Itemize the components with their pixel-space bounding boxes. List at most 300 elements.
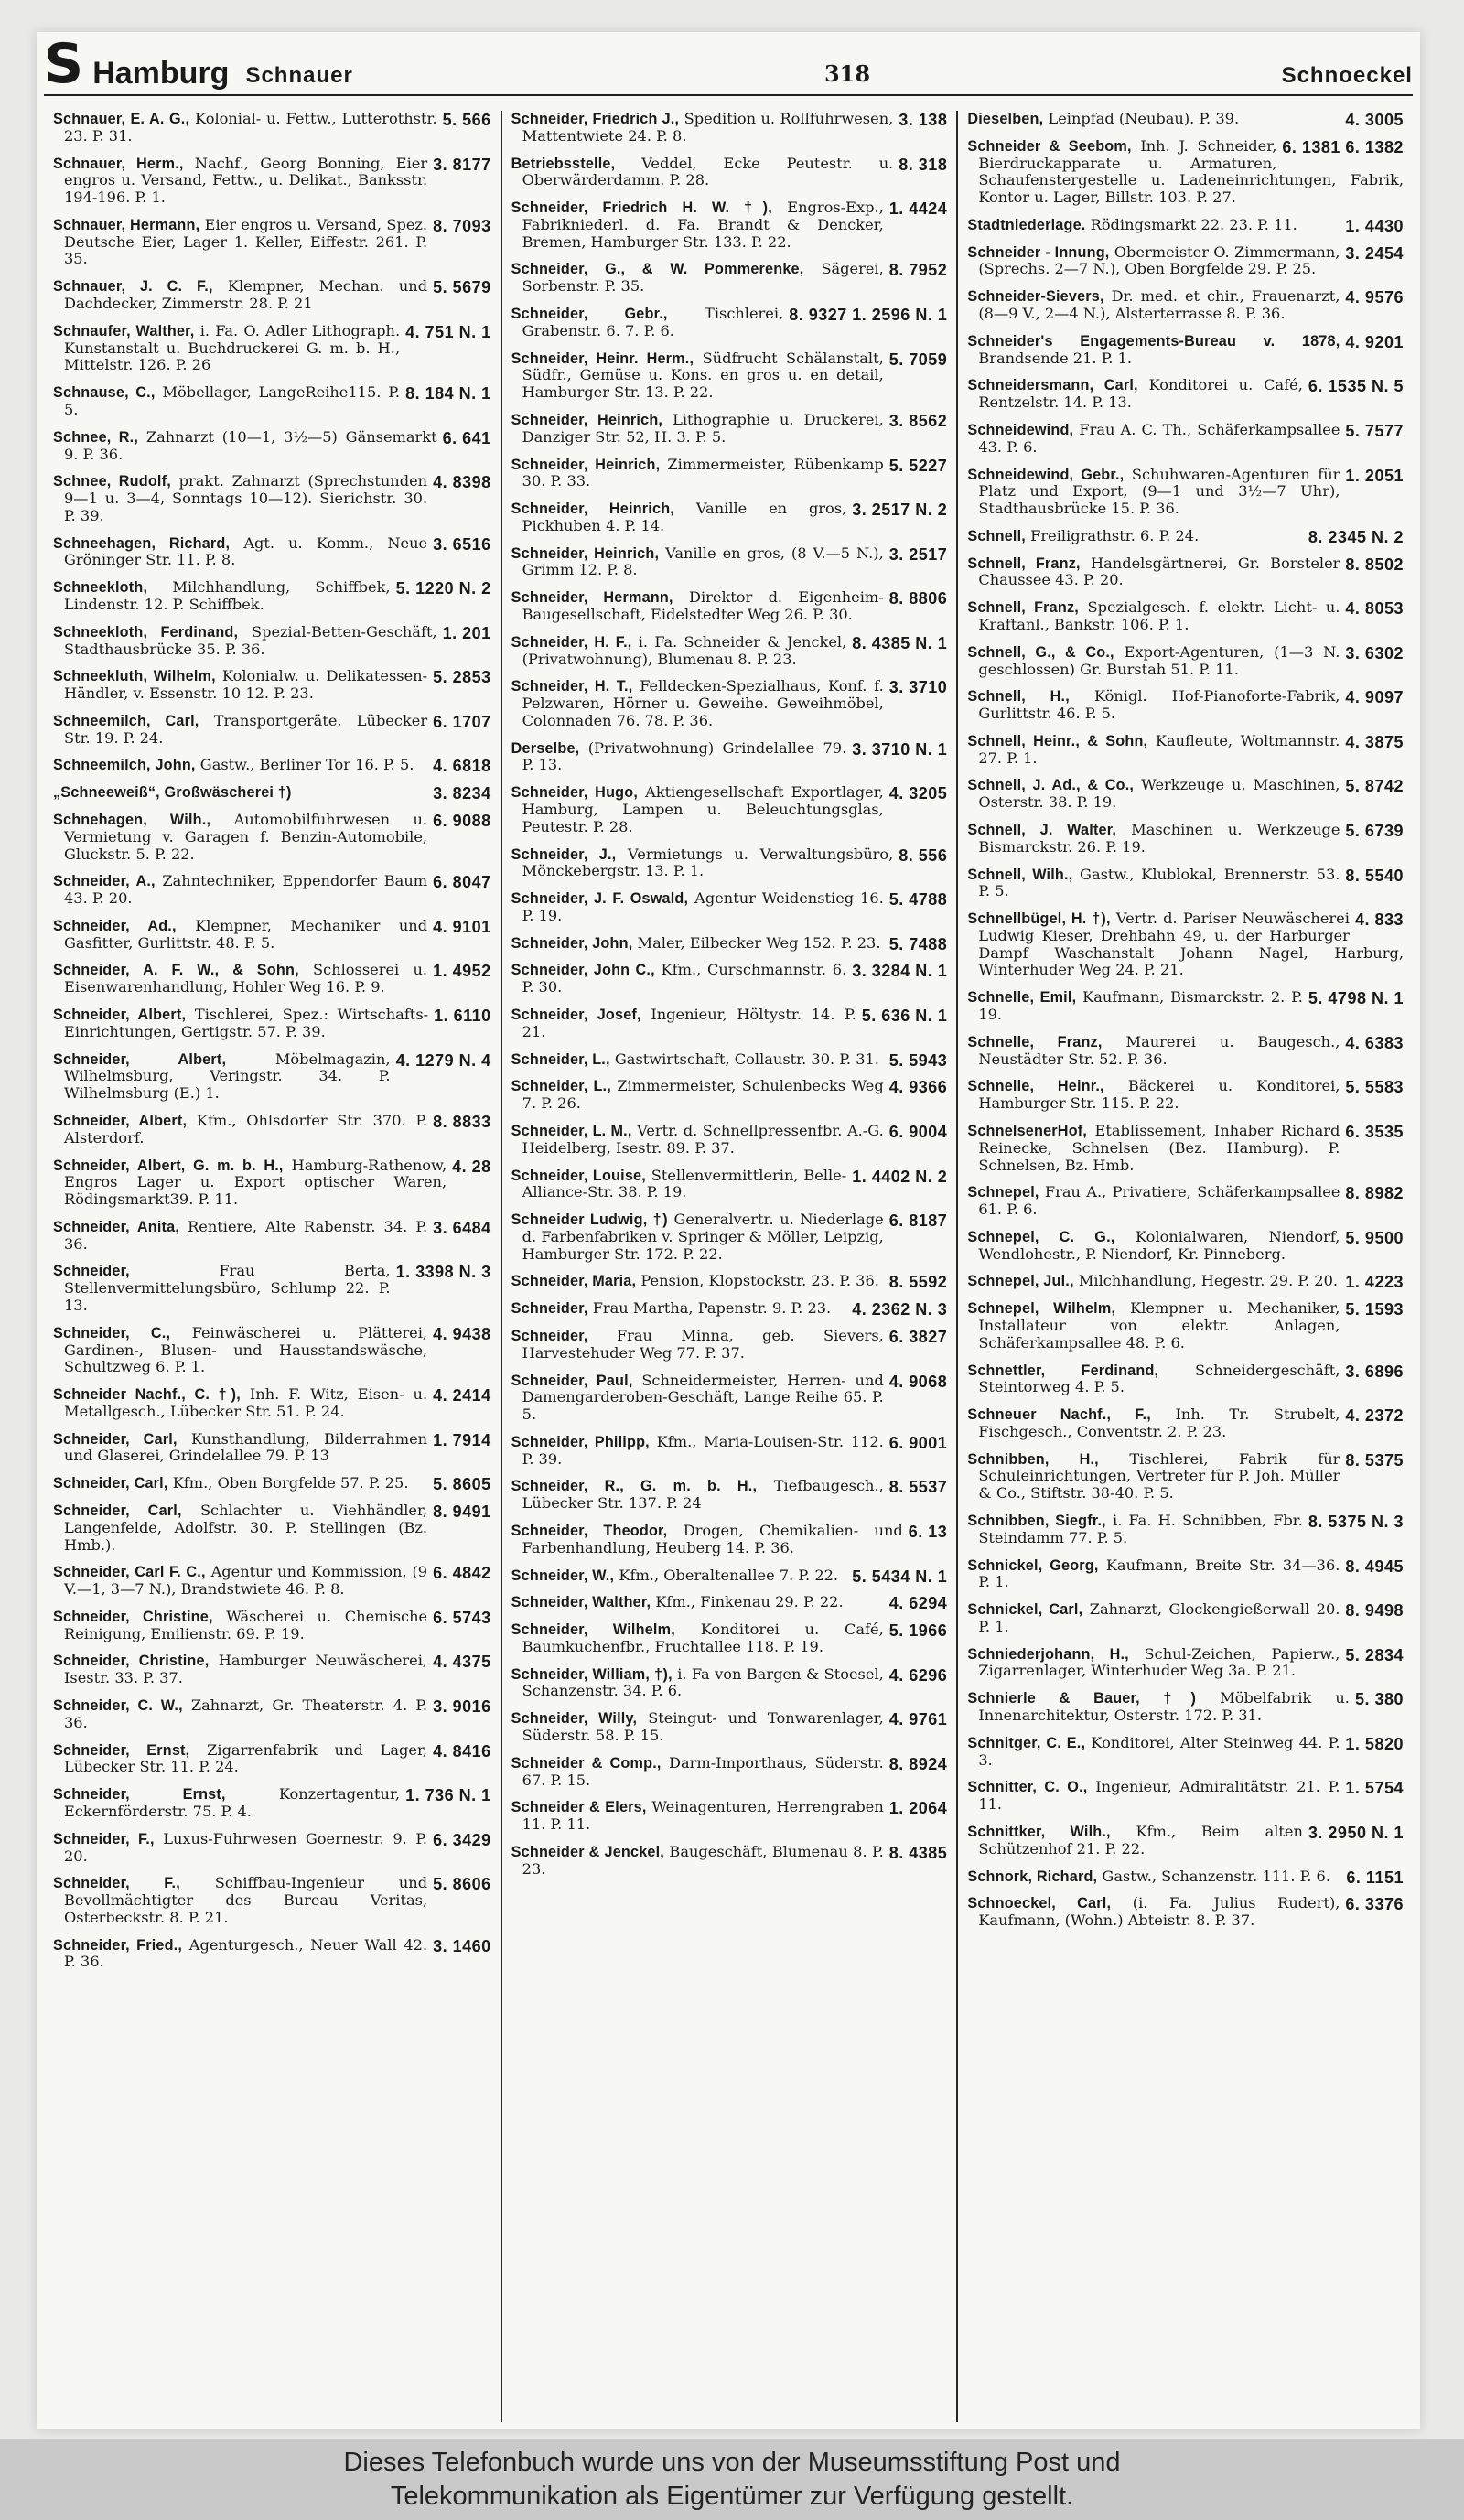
directory-entry — [967, 1123, 1404, 1174]
entry-description: Gastw., Berliner Tor 16. P. 5. — [199, 756, 414, 774]
entry-name: SchnelsenerHof, — [967, 1122, 1088, 1139]
entry-description: Hamburg-Rathenow, Engros Lager u. Export optischer Waren, Rödingsmarkt39. P. 11. — [64, 1156, 447, 1209]
entry-name: Schneider, Albert, — [53, 1050, 227, 1068]
directory-entry — [511, 1212, 948, 1263]
phone-number: 4. 8416 — [433, 1741, 491, 1761]
phone-number: 6. 3376 — [1345, 1895, 1404, 1914]
entry-name: Schneider - Innung, — [967, 243, 1110, 261]
directory-entry — [967, 555, 1404, 590]
entry-name: Schneider, — [53, 1263, 130, 1280]
directory-entry — [53, 1475, 491, 1492]
entry-description: Konditorei u. Café, Rentzelstr. 14. P. 13. — [978, 376, 1303, 412]
entry-name: Schneider, William, †), — [511, 1665, 673, 1683]
directory-entry — [53, 713, 491, 748]
entry-description: Vanille en gros, Pickhuben 4. P. 14. — [522, 500, 847, 534]
phone-number: 4. 9101 — [433, 917, 491, 936]
phone-number: 5. 5227 — [888, 456, 948, 475]
directory-entry — [967, 1646, 1404, 1681]
entry-description: Stellenvermittlerin, Belle-Alliance-Str. 38. P. 19. — [522, 1166, 847, 1201]
entry-name: Schneider's Engagements-Bureau v. 1878, — [967, 332, 1340, 350]
phone-number: 8. 4385 — [888, 1843, 948, 1862]
entry-name: Schneider, Theodor, — [511, 1523, 668, 1539]
phone-number: 1. 4223 — [1345, 1273, 1404, 1292]
directory-entry — [511, 457, 948, 491]
phone-number: 5. 5583 — [1345, 1078, 1404, 1097]
directory-entry — [53, 1609, 491, 1643]
directory-entry — [967, 1513, 1404, 1547]
entry-name: Schnauer, E. A. G., — [53, 111, 190, 127]
phone-number: 4. 3005 — [1345, 111, 1404, 129]
directory-entry — [511, 261, 948, 296]
entry-description: Zahnarzt, Glockengießerwall 20. P. 1. — [978, 1600, 1340, 1635]
directory-entry — [967, 138, 1404, 207]
directory-entry — [511, 199, 948, 251]
directory-entry — [511, 412, 948, 447]
entry-name: Schneider, Ernst, — [53, 1786, 226, 1804]
entry-description: Handelsgärtnerei, Gr. Borsteler Chaussee 43. P. 20. — [978, 554, 1340, 589]
phone-number: 1. 7914 — [433, 1430, 491, 1449]
entry-name: Schnibben, Siegfr., — [967, 1513, 1106, 1529]
phone-number: 8. 9491 — [433, 1502, 491, 1521]
phone-number: 5. 8606 — [433, 1875, 491, 1894]
directory-entry — [53, 962, 491, 996]
directory-entry — [53, 429, 491, 464]
directory-entry — [53, 1697, 491, 1732]
entry-description: Baugeschäft, Blumenau 8. P. 23. — [522, 1842, 884, 1878]
entry-description: i. Fa von Bargen & Stoesel, Schanzenstr. 34. P. 6. — [522, 1664, 884, 1700]
phone-number: 3. 3710 — [888, 678, 948, 697]
phone-number: 6. 1381 6. 1382 — [1282, 137, 1404, 156]
directory-entry — [967, 288, 1404, 323]
entry-description: Dr. med. et chir., Frauenarzt, (8—9 V., 2—4 N.), Alsterterrasse 8. P. 36. — [978, 287, 1340, 323]
directory-entry — [511, 1710, 948, 1745]
entry-name: Schneider, Christine, — [53, 1608, 213, 1625]
directory-entry — [53, 384, 491, 419]
phone-number: 8. 9327 1. 2596 N. 1 — [789, 306, 948, 325]
directory-entry — [967, 1406, 1404, 1441]
entry-description: Kolonial- u. Fettw., Lutterothstr. 23. P. 31. — [64, 111, 437, 145]
entry-description: Agt. u. Komm., Neue Gröninger Str. 11. P. 8. — [64, 533, 428, 569]
entry-name: Schnickel, Carl, — [967, 1601, 1083, 1619]
entry-name: Schnoeckel, Carl, — [967, 1895, 1112, 1912]
directory-entry — [511, 1273, 948, 1290]
entry-name: Schneider, Walther, — [511, 1594, 651, 1611]
entry-name: Schneider, C., — [53, 1324, 171, 1341]
entry-description: Inh. F. Witz, Eisen- u. Metallgesch., Lübecker Str. 51. P. 24. — [64, 1385, 428, 1420]
entry-name: Schneider, Wilhelm, — [511, 1621, 675, 1639]
entry-name: Schneider, R., G. m. b. H., — [511, 1478, 758, 1495]
entry-name: Schneider, Louise, — [511, 1167, 646, 1184]
entry-name: Schnauer, J. C. F., — [53, 278, 213, 296]
directory-entry — [511, 740, 948, 775]
phone-number: 4. 6818 — [433, 757, 491, 776]
phone-number: 6. 641 — [442, 428, 491, 447]
phone-number: 8. 318 — [899, 155, 948, 174]
entry-description: Spezialgesch. f. elektr. Licht- u. Kraftanl., Bankstr. 106. P. 1. — [978, 598, 1340, 633]
directory-entry — [967, 1824, 1404, 1858]
entry-description: Frau A., Privatiere, Schäferkampsallee 61. P. 6. — [978, 1183, 1340, 1219]
entry-name: Schneidewind, — [967, 421, 1074, 438]
entry-name: Schneider, Josef, — [511, 1007, 641, 1024]
phone-number: 3. 6302 — [1345, 643, 1404, 662]
directory-entry — [53, 1158, 491, 1209]
entry-name: Schnell, J. Walter, — [967, 822, 1117, 838]
entry-name: Schnepel, C. G., — [967, 1228, 1115, 1245]
directory-entry — [53, 1937, 491, 1972]
entry-name: Schneider, Carl, — [53, 1475, 168, 1492]
entry-name: Schnaufer, Walther, — [53, 322, 195, 339]
entry-name: Schnell, — [967, 527, 1026, 544]
directory-entry — [53, 918, 491, 953]
directory-entry — [511, 111, 948, 145]
entry-description: Südfrucht Schälanstalt, Südfr., Gemüse u. Kons. en gros u. en detail, Hamburger Str. 13. P. 22. — [522, 349, 884, 402]
entry-name: Schnibben, H., — [967, 1450, 1099, 1468]
entry-description: i. Fa. H. Schnibben, Fbr. Steindamm 77. P. 5. — [978, 1512, 1303, 1546]
entry-description: Tiefbaugesch., Lübecker Str. 137. P. 24 — [522, 1477, 884, 1513]
entry-description: Zigarrenfabrik und Lager, Lübecker Str. 11. P. 24. — [64, 1740, 428, 1776]
entry-description: Tischlerei, Fabrik für Schuleinrichtungen, Vertreter für P. Joh. Müller & Co., Stiftstr. 38-40. P. 5. — [978, 1449, 1340, 1502]
phone-number: 6. 3429 — [433, 1830, 491, 1849]
entry-description: Freiligrathstr. 6. P. 24. — [1030, 526, 1200, 544]
entry-name: Schnee, Rudolf, — [53, 473, 171, 490]
entry-description: Tischlerei, Grabenstr. 6. 7. P. 6. — [522, 305, 784, 339]
phone-number: 5. 9500 — [1345, 1228, 1404, 1247]
directory-entry — [53, 278, 491, 313]
right-keyword: Schnoeckel — [1281, 63, 1413, 88]
entry-name: Schnauer, Hermann, — [53, 216, 200, 233]
phone-number: 8. 556 — [899, 845, 948, 865]
phone-number: 3. 3284 N. 1 — [852, 962, 948, 981]
directory-entry — [53, 1386, 491, 1421]
entry-name: Schneemilch, Carl, — [53, 712, 199, 729]
page-number: 318 — [824, 60, 871, 87]
phone-number: 4. 3205 — [888, 784, 948, 803]
entry-description: Vermietungs u. Verwaltungsbüro, Mönckebergstr. 13. P. 1. — [522, 845, 894, 880]
entry-name: Schneider, Albert, G. m. b. H., — [53, 1157, 284, 1174]
directory-entry — [53, 156, 491, 207]
entry-name: Schnepel, Wilhelm, — [967, 1300, 1116, 1318]
directory-entry — [967, 1184, 1404, 1219]
phone-number: 5. 2834 — [1345, 1645, 1404, 1664]
directory-entry — [967, 777, 1404, 812]
entry-description: Export-Agenturen, (1—3 N. geschlossen) Gr. Burstah 51. P. 11. — [978, 642, 1340, 678]
entry-description: Kaufleute, Woltmannstr. 27. P. 1. — [978, 731, 1340, 767]
directory-entry — [511, 890, 948, 925]
entry-name: Schneider, John C., — [511, 962, 655, 979]
entry-name: „Schneeweiß“, Großwäscherei †) — [53, 784, 292, 802]
directory-entry — [511, 1755, 948, 1790]
entry-description: Darm-Importhaus, Süderstr. 67. P. 15. — [522, 1753, 884, 1789]
directory-entry — [967, 1229, 1404, 1264]
entry-name: Schneider, Maria, — [511, 1273, 637, 1290]
entry-description: Zimmermeister, Schulenbecks Weg 7. P. 26. — [522, 1077, 884, 1113]
entry-description: Leinpfad (Neubau). P. 39. — [1048, 111, 1240, 127]
entry-description: Sägerei, Sorbenstr. P. 35. — [522, 260, 884, 296]
entry-name: Schneider & Comp., — [511, 1754, 662, 1772]
entry-description: Zahntechniker, Eppendorfer Baum 43. P. 20. — [64, 872, 428, 908]
entry-description: Aktiengesellschaft Exportlager, Hamburg, Lampen u. Beleuchtungsglas, Peutestr. P. 28. — [522, 783, 884, 835]
directory-entry — [967, 528, 1404, 545]
phone-number: 4. 2362 N. 3 — [852, 1300, 948, 1319]
entry-description: Frau Martha, Papenstr. 9. P. 23. — [592, 1299, 832, 1318]
entry-description: Vanille en gros, (8 V.—5 N.), Grimm 12. P. 8. — [522, 544, 884, 579]
directory-entry — [511, 1051, 948, 1069]
entry-name: Betriebsstelle, — [511, 155, 616, 172]
directory-entry — [967, 1300, 1404, 1352]
directory-entry — [511, 1300, 948, 1318]
entry-name: Schneider, A. F. W., & Sohn, — [53, 962, 299, 979]
entry-name: Schnepel, — [967, 1184, 1039, 1201]
entry-description: Rentiere, Alte Rabenstr. 34. P. 36. — [64, 1217, 428, 1253]
entry-description: Inh. Tr. Strubelt, Fischgesch., Conventstr. 2. P. 23. — [978, 1405, 1340, 1440]
directory-entry — [967, 377, 1404, 412]
entry-description: Vertr. d. Pariser Neuwäscherei Ludwig Kieser, Drehbahn 49, u. der Harburger Dampf Waschanstalt Johann Nagel, Harburg, Winterhuder Weg 24. P. 21. — [978, 910, 1404, 979]
entry-description: Weinagenturen, Herrengraben 11. P. 11. — [522, 1798, 884, 1834]
entry-name: Schneider, Friedrich H. W. †), — [511, 199, 772, 217]
entry-description: Direktor d. Eigenheim-Baugesellschaft, Eidelstedter Weg 26. P. 30. — [522, 588, 884, 623]
entry-name: Schneider, Hugo, — [511, 784, 639, 802]
entry-name: Schnell, Heinr., & Sohn, — [967, 732, 1148, 749]
directory-entry — [53, 1325, 491, 1376]
entry-name: Schneider, Anita, — [53, 1218, 180, 1235]
directory-entry — [53, 1831, 491, 1866]
entry-description: Ingenieur, Höltystr. 14. P. 21. — [522, 1006, 856, 1040]
phone-number: 5. 2853 — [433, 668, 491, 687]
entry-description: Etablissement, Inhaber Richard Reinecke, Schnelsen (Bez. Hamburg). P. Schnelsen, Bz. Hmb. — [978, 1121, 1340, 1174]
directory-entry — [53, 323, 491, 374]
entry-description: Spedition u. Rollfuhrwesen, Mattentwiete 24. P. 8. — [522, 111, 894, 145]
phone-number: 4. 833 — [1354, 910, 1404, 930]
entry-name: Schneider, A., — [53, 873, 156, 890]
directory-entry — [967, 733, 1404, 768]
directory-entry — [53, 668, 491, 703]
entry-description: Frau A. C. Th., Schäferkampsallee 43. P. 6. — [978, 420, 1340, 456]
phone-number: 6. 4842 — [433, 1564, 491, 1583]
entry-description: Zahnarzt (10—1, 3½—5) Gänsemarkt 9. P. 36. — [64, 427, 437, 463]
phone-number: 4. 9438 — [433, 1324, 491, 1343]
entry-name: Schnell, Wilh., — [967, 866, 1073, 883]
entry-description: Kaufmann, Bismarckstr. 2. P. 19. — [978, 988, 1303, 1024]
phone-number: 8. 4945 — [1345, 1556, 1404, 1576]
directory-entry — [511, 1123, 948, 1158]
directory-entry — [967, 111, 1404, 128]
phone-number: 4. 6383 — [1345, 1033, 1404, 1052]
entry-description: Kfm., Finkenau 29. P. 22. — [655, 1593, 844, 1611]
entry-name: Schneider, W., — [511, 1567, 615, 1584]
phone-number: 1. 5754 — [1345, 1779, 1404, 1798]
phone-number: 5. 5943 — [888, 1050, 948, 1070]
phone-number: 1. 5820 — [1345, 1734, 1404, 1753]
entry-name: Schnork, Richard, — [967, 1868, 1098, 1885]
entry-name: Schnauer, Herm., — [53, 155, 184, 172]
directory-entry — [511, 1621, 948, 1656]
entry-description: Vertr. d. Schnellpressenfbr. A.-G. Heidelberg, Isestr. 89. P. 37. — [522, 1121, 884, 1157]
entry-description: Drogen, Chemikalien- und Farbenhandlung, Heuberg 14. P. 36. — [522, 1522, 903, 1556]
phone-number: 3. 138 — [899, 111, 948, 129]
directory-entry — [967, 244, 1404, 279]
directory-entry — [967, 989, 1404, 1024]
entry-name: Schnell, H., — [967, 688, 1070, 705]
entry-name: Schneider, Heinrich, — [511, 501, 674, 518]
directory-entry — [511, 1373, 948, 1424]
directory-entry — [53, 1742, 491, 1777]
entry-description: Kfm., Oberaltenallee 7. P. 22. — [619, 1566, 839, 1584]
phone-number: 5. 380 — [1354, 1690, 1404, 1709]
entry-description: Nachf., Georg Bonning, Eier engros u. Versand, Fettw., u. Delikat., Banksstr. 194-196. P. 1. — [64, 154, 428, 207]
entry-description: Bäckerei u. Konditorei, Hamburger Str. 115. P. 22. — [978, 1077, 1340, 1113]
phone-number: 3. 2950 N. 1 — [1308, 1823, 1404, 1842]
entry-name: Schnell, J. Ad., & Co., — [967, 777, 1135, 794]
phone-number: 6. 3827 — [888, 1327, 948, 1346]
entry-description: prakt. Zahnarzt (Sprechstunden 9—1 u. 3—4, Sonntags 10—12). Sierichstr. 30. P. 39. — [64, 472, 428, 524]
entry-description: Möbelmagazin, Wilhelmsburg, Veringstr. 34. P. Wilhelmsburg (E.) 1. — [64, 1050, 391, 1103]
phone-number: 3. 2517 — [888, 544, 948, 564]
left-keyword: Schnauer — [245, 63, 353, 88]
phone-number: 4. 2372 — [1345, 1406, 1404, 1426]
directory-entry — [967, 822, 1404, 856]
phone-number: 5. 1220 N. 2 — [395, 579, 491, 598]
directory-entry — [967, 217, 1404, 234]
phone-number: 4. 9068 — [888, 1372, 948, 1391]
directory-entry — [967, 1779, 1404, 1814]
entry-description: Kfm., Beim alten Schützenhof 21. P. 22. — [978, 1822, 1303, 1858]
directory-entry — [53, 812, 491, 863]
entry-name: Schneider & Seebom, — [967, 137, 1132, 155]
directory-entry — [511, 1434, 948, 1469]
entry-description: Tischlerei, Spez.: Wirtschafts-Einrichtungen, Gertigstr. 57. P. 39. — [64, 1006, 429, 1040]
entry-description: Transportgeräte, Lübecker Str. 19. P. 24. — [64, 711, 428, 747]
directory-entry — [511, 1523, 948, 1557]
entry-description: Zimmermeister, Rübenkamp 30. P. 33. — [522, 455, 884, 490]
entry-name: Schnierle & Bauer, †) — [967, 1690, 1197, 1707]
provenance-footer — [0, 2439, 1464, 2520]
entry-description: Generalvertr. u. Niederlage d. Farbenfabriken v. Springer & Möller, Leipzig, Hamburger Str. 172. P. 22. — [522, 1211, 884, 1263]
entry-name: Schneider Nachf., C. †), — [53, 1386, 241, 1404]
phone-number: 6. 1535 N. 5 — [1308, 377, 1404, 396]
entry-description: Milchhandlung, Schiffbek, Lindenstr. 12. P. Schiffbek. — [64, 578, 391, 613]
phone-number: 4. 2414 — [433, 1386, 491, 1405]
directory-entry — [967, 1690, 1404, 1725]
entry-name: Schnittker, Wilh., — [967, 1823, 1111, 1840]
phone-number: 3. 2517 N. 2 — [852, 501, 948, 520]
entry-description: Kunsthandlung, Bilderrahmen und Glaserei, Grindelallee 79. P. 13 — [64, 1429, 428, 1465]
phone-number: 5. 636 N. 1 — [861, 1007, 948, 1026]
entry-name: Schnell, Franz, — [967, 599, 1079, 617]
entry-description: Eier engros u. Versand, Spez. Deutsche Eier, Lager 1. Keller, Eiffestr. 261. P. 35. — [64, 215, 428, 268]
directory-columns — [44, 111, 1413, 2422]
entry-name: Schnitter, C. O., — [967, 1779, 1088, 1796]
phone-number: 6. 9001 — [888, 1433, 948, 1452]
phone-number: 8. 5592 — [888, 1273, 948, 1292]
entry-description: Agentur Weidenstieg 16. P. 19. — [522, 889, 884, 924]
phone-number: 4. 8053 — [1345, 599, 1404, 619]
entry-description: i. Fa. Schneider & Jenckel, (Privatwohnung), Blumenau 8. P. 23. — [522, 632, 847, 668]
entry-name: Schneemilch, John, — [53, 757, 196, 774]
phone-number: 8. 4385 N. 1 — [852, 633, 948, 652]
phone-number: 3. 2454 — [1345, 243, 1404, 263]
directory-entry — [511, 306, 948, 340]
entry-description: Gastw., Klublokal, Brennerstr. 53. P. 5. — [978, 865, 1340, 900]
footer-line-2: Telekommunikation als Eigentümer zur Verfügung gestellt. — [390, 2481, 1074, 2511]
entry-name: Schneider, Heinr. Herm., — [511, 350, 694, 367]
entry-description: Hamburger Neuwäscherei, Isestr. 33. P. 37. — [64, 1652, 428, 1687]
entry-name: Schneider & Jenckel, — [511, 1843, 665, 1860]
entry-description: Milchhandlung, Hegestr. 29. P. 20. — [1078, 1272, 1339, 1290]
phone-number: 8. 184 N. 1 — [405, 384, 491, 404]
phone-number: 4. 9761 — [888, 1710, 948, 1729]
entry-name: Schneider, Carl, — [53, 1430, 178, 1448]
entry-name: Schneider, Philipp, — [511, 1433, 650, 1450]
entry-description: Felldecken-Spezialhaus, Konf. f. Pelzwaren, Hörner u. Geweihe. Geweihmöbel, Colonnaden 76. 78. P. 36. — [522, 677, 884, 729]
phone-number: 4. 6296 — [888, 1665, 948, 1685]
entry-name: Schneider, Heinrich, — [511, 411, 663, 428]
section-letter: S — [44, 32, 82, 97]
directory-entry — [53, 757, 491, 774]
directory-entry — [967, 644, 1404, 679]
phone-number: 8. 8833 — [433, 1112, 491, 1131]
phone-number: 4. 3875 — [1345, 732, 1404, 751]
directory-entry — [53, 579, 491, 614]
entry-description: Kfm., Oben Borgfelde 57. P. 25. — [172, 1474, 409, 1492]
entry-name: Schneidewind, Gebr., — [967, 466, 1125, 483]
directory-entry — [967, 1735, 1404, 1770]
entry-name: Schneider, C. W., — [53, 1697, 183, 1715]
directory-entry — [511, 784, 948, 835]
directory-entry — [511, 1594, 948, 1611]
directory-entry — [967, 1273, 1404, 1290]
entry-description: Klempner, Mechaniker und Gasfitter, Gurlittstr. 48. P. 5. — [64, 916, 428, 952]
phone-number: 8. 8806 — [888, 589, 948, 608]
phone-number: 4. 28 — [452, 1157, 491, 1176]
directory-entry — [53, 1219, 491, 1254]
phone-number: 8. 8924 — [888, 1754, 948, 1773]
phone-number: 4. 8398 — [433, 473, 491, 492]
entry-name: Schnitger, C. E., — [967, 1734, 1086, 1751]
entry-name: Schneider, L. M., — [511, 1122, 632, 1139]
entry-name: Schneider, Hermann, — [511, 589, 673, 607]
directory-entry — [53, 784, 491, 802]
directory-entry — [511, 1799, 948, 1834]
directory-entry — [53, 624, 491, 659]
entry-description: Klempner, Mechan. und Dachdecker, Zimmerstr. 28. P. 21 — [64, 277, 428, 313]
directory-entry — [967, 1895, 1404, 1930]
entry-name: Schneider, H. T., — [511, 678, 633, 695]
directory-entry — [511, 1478, 948, 1513]
directory-entry — [967, 467, 1404, 518]
entry-description: Gastwirtschaft, Collaustr. 30. P. 31. — [614, 1050, 879, 1068]
directory-entry — [53, 111, 491, 145]
directory-entry — [511, 1567, 948, 1585]
entry-name: Schneider, J. F. Oswald, — [511, 890, 689, 908]
phone-number: 5. 7059 — [888, 350, 948, 369]
directory-entry — [511, 1328, 948, 1362]
entry-name: Schneider, Heinrich, — [511, 544, 660, 562]
directory-entry — [511, 846, 948, 881]
phone-number: 1. 2064 — [888, 1799, 948, 1818]
phone-number: 4. 9576 — [1345, 288, 1404, 307]
entry-description: Maler, Eilbecker Weg 152. P. 23. — [637, 933, 881, 952]
entry-description: Pension, Klopstockstr. 23. P. 36. — [640, 1272, 879, 1290]
phone-number: 6. 3535 — [1345, 1122, 1404, 1141]
entry-description: Maurerei u. Baugesch., Neustädter Str. 52. P. 36. — [978, 1032, 1340, 1068]
entry-name: Schneuer Nachf., F., — [967, 1406, 1151, 1424]
directory-entry — [53, 217, 491, 268]
phone-number: 6. 13 — [908, 1523, 948, 1541]
entry-description: Kolonialw. u. Delikatessen-Händler, v. Essenstr. 10 12. P. 23. — [64, 667, 428, 703]
phone-number: 6. 9004 — [888, 1122, 948, 1141]
directory-column-2 — [501, 111, 957, 2422]
entry-name: Schneider, Ernst, — [53, 1741, 190, 1759]
